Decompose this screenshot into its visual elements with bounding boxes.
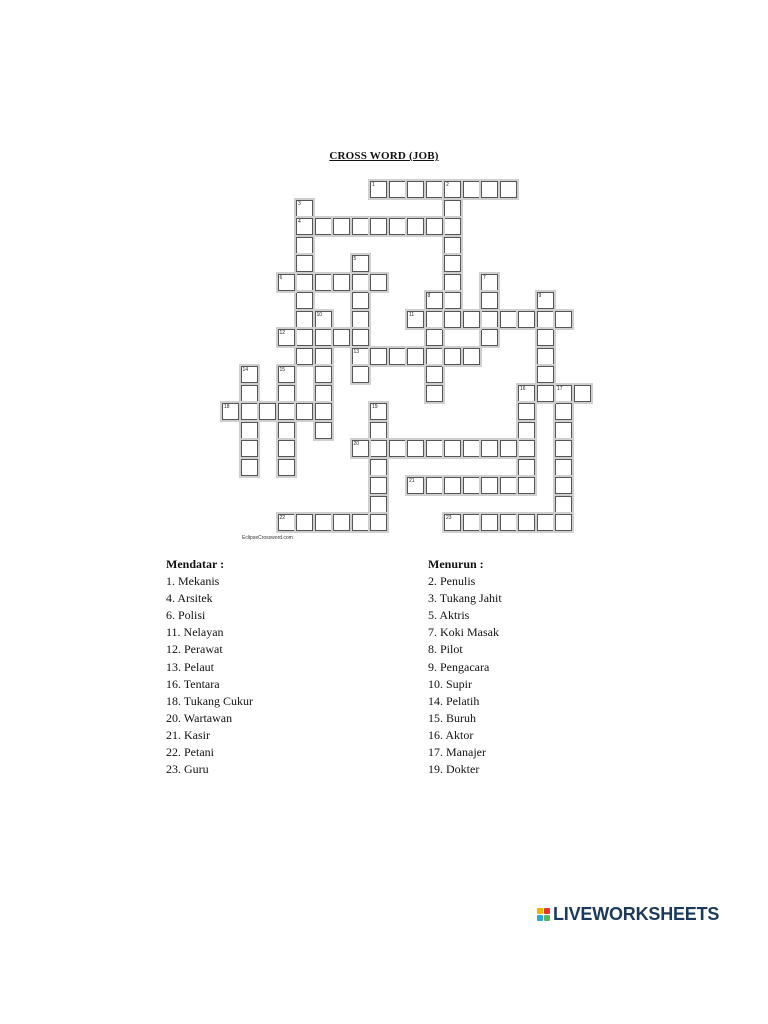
crossword-cell[interactable]	[463, 311, 480, 328]
clue-item: 4. Arsitek	[166, 591, 213, 606]
crossword-cell[interactable]	[370, 440, 387, 457]
across-clues	[166, 556, 253, 778]
crossword-cell[interactable]	[518, 422, 535, 439]
crossword-cell[interactable]	[296, 329, 313, 346]
logo-block	[537, 915, 543, 921]
credit-text: EclipseCrossword.com	[242, 535, 293, 541]
crossword-cell[interactable]	[555, 422, 572, 439]
clue-number: 9	[538, 293, 542, 299]
crossword-cell[interactable]	[333, 514, 350, 531]
clue-item: 16. Aktor	[428, 727, 474, 742]
crossword-cell[interactable]	[555, 496, 572, 513]
crossword-cell[interactable]	[315, 422, 332, 439]
crossword-cell[interactable]	[278, 366, 295, 383]
crossword-cell[interactable]	[518, 477, 535, 494]
crossword-cell[interactable]	[426, 181, 443, 198]
clue-number: 5	[353, 256, 357, 262]
crossword-cell[interactable]	[278, 422, 295, 439]
crossword-cell[interactable]	[481, 514, 498, 531]
down-list	[428, 573, 502, 778]
crossword-cell[interactable]	[352, 218, 369, 235]
crossword-cell[interactable]	[481, 477, 498, 494]
crossword-cell[interactable]	[518, 514, 535, 531]
clue-number: 4	[298, 219, 301, 225]
clue-item: 7. Koki Masak	[428, 625, 499, 640]
clue-number: 15	[279, 367, 286, 373]
crossword-cell[interactable]	[500, 311, 517, 328]
crossword-cell[interactable]	[537, 311, 554, 328]
crossword-cell[interactable]	[481, 181, 498, 198]
crossword-cell[interactable]	[555, 311, 572, 328]
clue-item: 21. Kasir	[166, 727, 210, 742]
crossword-cell[interactable]	[389, 440, 406, 457]
crossword-cell[interactable]	[426, 292, 443, 309]
crossword-cell[interactable]	[296, 403, 313, 420]
clue-item: 17. Manajer	[428, 745, 486, 760]
crossword-cell[interactable]	[352, 440, 369, 457]
crossword-cell[interactable]	[352, 366, 369, 383]
clue-item: 18. Tukang Cukur	[166, 693, 254, 708]
crossword-cell[interactable]	[444, 477, 461, 494]
clue-item: 15. Buruh	[428, 710, 476, 725]
clue-number: 7	[483, 274, 486, 281]
across-list	[166, 573, 253, 778]
clue-number: 22	[279, 515, 286, 521]
crossword-cell[interactable]	[481, 311, 498, 328]
crossword-cell[interactable]	[370, 181, 387, 198]
clue-number: 6	[279, 274, 283, 281]
crossword-cell[interactable]	[444, 255, 461, 272]
crossword-cell[interactable]	[370, 422, 387, 439]
crossword-cell[interactable]	[444, 218, 461, 235]
crossword-cell[interactable]	[537, 292, 554, 309]
clue-item: 3. Tukang Jahit	[428, 591, 502, 606]
clue-item: 11. Nelayan	[166, 625, 224, 640]
crossword-cell[interactable]	[463, 181, 480, 198]
clue-number: 1	[372, 182, 375, 188]
crossword-cell[interactable]	[518, 459, 535, 476]
crossword-cell[interactable]	[444, 348, 461, 365]
crossword-cell[interactable]	[315, 218, 332, 235]
crossword-cell[interactable]	[333, 329, 350, 346]
clue-item: 8. Pilot	[428, 642, 463, 657]
clue-item: 2. Penulis	[428, 574, 476, 589]
crossword-cell[interactable]	[426, 366, 443, 383]
crossword-cell[interactable]	[296, 274, 313, 291]
crossword-cell[interactable]	[296, 311, 313, 328]
crossword-cell[interactable]	[426, 385, 443, 402]
crossword-cell[interactable]	[315, 348, 332, 365]
crossword-cell[interactable]	[537, 385, 554, 402]
logo-block	[544, 908, 550, 914]
crossword-cell[interactable]	[352, 292, 369, 309]
crossword-cell[interactable]	[500, 440, 517, 457]
crossword-cell[interactable]	[500, 477, 517, 494]
crossword-cell[interactable]	[426, 329, 443, 346]
crossword-cell[interactable]	[370, 477, 387, 494]
crossword-cell[interactable]	[555, 477, 572, 494]
logo-block	[537, 908, 543, 914]
down-heading: Menurun :	[428, 557, 484, 571]
crossword-cell[interactable]	[296, 200, 313, 217]
clue-number: 23	[446, 515, 452, 521]
crossword-cell[interactable]	[370, 496, 387, 513]
logo-block	[544, 915, 550, 921]
clue-number: 11	[409, 311, 415, 318]
clue-number: 12	[279, 330, 286, 336]
crossword-cell[interactable]	[222, 403, 239, 420]
clue-item: 5. Aktris	[428, 608, 470, 623]
crossword-cell[interactable]	[278, 440, 295, 457]
crossword-cell[interactable]	[315, 385, 332, 402]
crossword-cell[interactable]	[389, 218, 406, 235]
clue-item: 22. Petani	[166, 745, 214, 760]
crossword-cell[interactable]	[389, 348, 406, 365]
crossword-cell[interactable]	[296, 292, 313, 309]
crossword-cell[interactable]	[352, 329, 369, 346]
crossword-cell[interactable]	[259, 403, 276, 420]
crossword-cell[interactable]	[296, 237, 313, 254]
crossword-cell[interactable]	[463, 477, 480, 494]
crossword-cell[interactable]	[463, 440, 480, 457]
crossword-cell[interactable]	[278, 329, 295, 346]
crossword-cell[interactable]	[296, 218, 313, 235]
clue-item: 16. Tentara	[166, 676, 220, 691]
clue-number: 14	[242, 367, 249, 373]
crossword-cell[interactable]	[444, 292, 461, 309]
clue-number: 19	[372, 404, 378, 410]
crossword-cell[interactable]	[481, 440, 498, 457]
crossword-cell[interactable]	[278, 385, 295, 402]
crossword-cell[interactable]	[444, 181, 461, 198]
crossword-cell[interactable]	[315, 403, 332, 420]
clue-item: 14. Pelatih	[428, 693, 480, 708]
crossword-cell[interactable]	[518, 311, 535, 328]
crossword-cell[interactable]	[481, 274, 498, 291]
crossword-cell[interactable]	[352, 348, 369, 365]
crossword-cell[interactable]	[315, 514, 332, 531]
crossword-cell[interactable]	[407, 440, 424, 457]
clue-number: 13	[353, 348, 360, 355]
crossword-cell[interactable]	[426, 348, 443, 365]
crossword-cell[interactable]	[370, 514, 387, 531]
crossword-cell[interactable]	[278, 403, 295, 420]
clue-item: 13. Pelaut	[166, 659, 214, 674]
crossword-cell[interactable]	[444, 311, 461, 328]
crossword-cell[interactable]	[537, 514, 554, 531]
across-heading: Mendatar :	[166, 557, 225, 571]
crossword-cell[interactable]	[241, 366, 258, 383]
clue-item: 10. Supir	[428, 676, 473, 691]
crossword-cell[interactable]	[518, 403, 535, 420]
crossword-cell[interactable]	[555, 403, 572, 420]
crossword-cell[interactable]	[426, 477, 443, 494]
clue-item: 19. Dokter	[428, 762, 480, 777]
clue-item: 23. Guru	[166, 762, 209, 777]
crossword-cell[interactable]	[426, 311, 443, 328]
clue-item: 6. Polisi	[166, 608, 206, 623]
crossword-cell[interactable]	[315, 311, 332, 328]
crossword-cell[interactable]	[352, 514, 369, 531]
crossword-cell[interactable]	[426, 218, 443, 235]
crossword-cell[interactable]	[407, 218, 424, 235]
crossword-cell[interactable]	[555, 514, 572, 531]
crossword-cell[interactable]	[500, 514, 517, 531]
crossword-cell[interactable]	[333, 218, 350, 235]
crossword-cell[interactable]	[352, 255, 369, 272]
clue-number: 21	[409, 478, 415, 484]
crossword-cell[interactable]	[296, 348, 313, 365]
crossword-cell[interactable]	[370, 274, 387, 291]
clue-item: 1. Mekanis	[166, 574, 220, 589]
crossword-cell[interactable]	[481, 329, 498, 346]
crossword-cell[interactable]	[315, 366, 332, 383]
crossword-cell[interactable]	[500, 181, 517, 198]
crossword-cell[interactable]	[389, 181, 406, 198]
brand-name: LIVEWORKSHEETS	[553, 903, 720, 924]
crossword-cell[interactable]	[278, 274, 295, 291]
down-clues	[428, 556, 502, 778]
crossword-cell[interactable]	[352, 274, 369, 291]
crossword-cell[interactable]	[278, 459, 295, 476]
crossword-cell[interactable]	[407, 311, 424, 328]
crossword-cell[interactable]	[444, 200, 461, 217]
crossword-cell[interactable]	[296, 255, 313, 272]
crossword-cell[interactable]	[426, 440, 443, 457]
crossword-cell[interactable]	[555, 459, 572, 476]
crossword-cell[interactable]	[555, 385, 572, 402]
crossword-cell[interactable]	[444, 514, 461, 531]
crossword-cell[interactable]	[370, 348, 387, 365]
crossword-cell[interactable]	[315, 274, 332, 291]
crossword-cell[interactable]	[315, 329, 332, 346]
crossword-cell[interactable]	[352, 311, 369, 328]
clue-number: 16	[520, 385, 526, 392]
clue-number: 8	[427, 293, 431, 299]
clue-item: 9. Pengacara	[428, 659, 490, 674]
clue-number: 2	[446, 182, 449, 188]
clue-number: 17	[557, 385, 563, 392]
crossword-cell[interactable]	[407, 348, 424, 365]
crossword-cell[interactable]	[537, 348, 554, 365]
clue-number: 20	[353, 441, 360, 447]
worksheet-title: CROSS WORD (JOB)	[329, 150, 439, 162]
crossword-cell[interactable]	[555, 440, 572, 457]
crossword-cell[interactable]	[241, 459, 258, 476]
crossword-cell[interactable]	[444, 440, 461, 457]
crossword-cell[interactable]	[241, 385, 258, 402]
crossword-cell[interactable]	[241, 403, 258, 420]
clue-item: 12. Perawat	[166, 642, 223, 657]
crossword-cell[interactable]	[574, 385, 591, 402]
crossword-cell[interactable]	[518, 385, 535, 402]
crossword-cell[interactable]	[370, 403, 387, 420]
crossword-cell[interactable]	[407, 181, 424, 198]
logo-blocks-icon	[537, 908, 550, 921]
clue-number: 10	[316, 311, 323, 318]
crossword-cell[interactable]	[370, 459, 387, 476]
liveworksheets-logo	[537, 901, 719, 927]
crossword-cell[interactable]	[241, 440, 258, 457]
crossword-cell[interactable]	[407, 477, 424, 494]
clue-item: 20. Wartawan	[166, 710, 233, 725]
crossword-cell[interactable]	[537, 366, 554, 383]
crossword-cell[interactable]	[444, 274, 461, 291]
crossword-cell[interactable]	[278, 514, 295, 531]
crossword-cell[interactable]	[518, 440, 535, 457]
crossword-cell[interactable]	[537, 329, 554, 346]
clue-number: 3	[298, 200, 301, 207]
crossword-cell[interactable]	[444, 237, 461, 254]
crossword-cell[interactable]	[370, 218, 387, 235]
clue-number: 18	[224, 404, 230, 410]
crossword-cell[interactable]	[296, 514, 313, 531]
crossword-cell[interactable]	[463, 514, 480, 531]
crossword-cell[interactable]	[463, 348, 480, 365]
crossword-cell[interactable]	[333, 274, 350, 291]
crossword-cell[interactable]	[481, 292, 498, 309]
crossword-cell[interactable]	[241, 422, 258, 439]
